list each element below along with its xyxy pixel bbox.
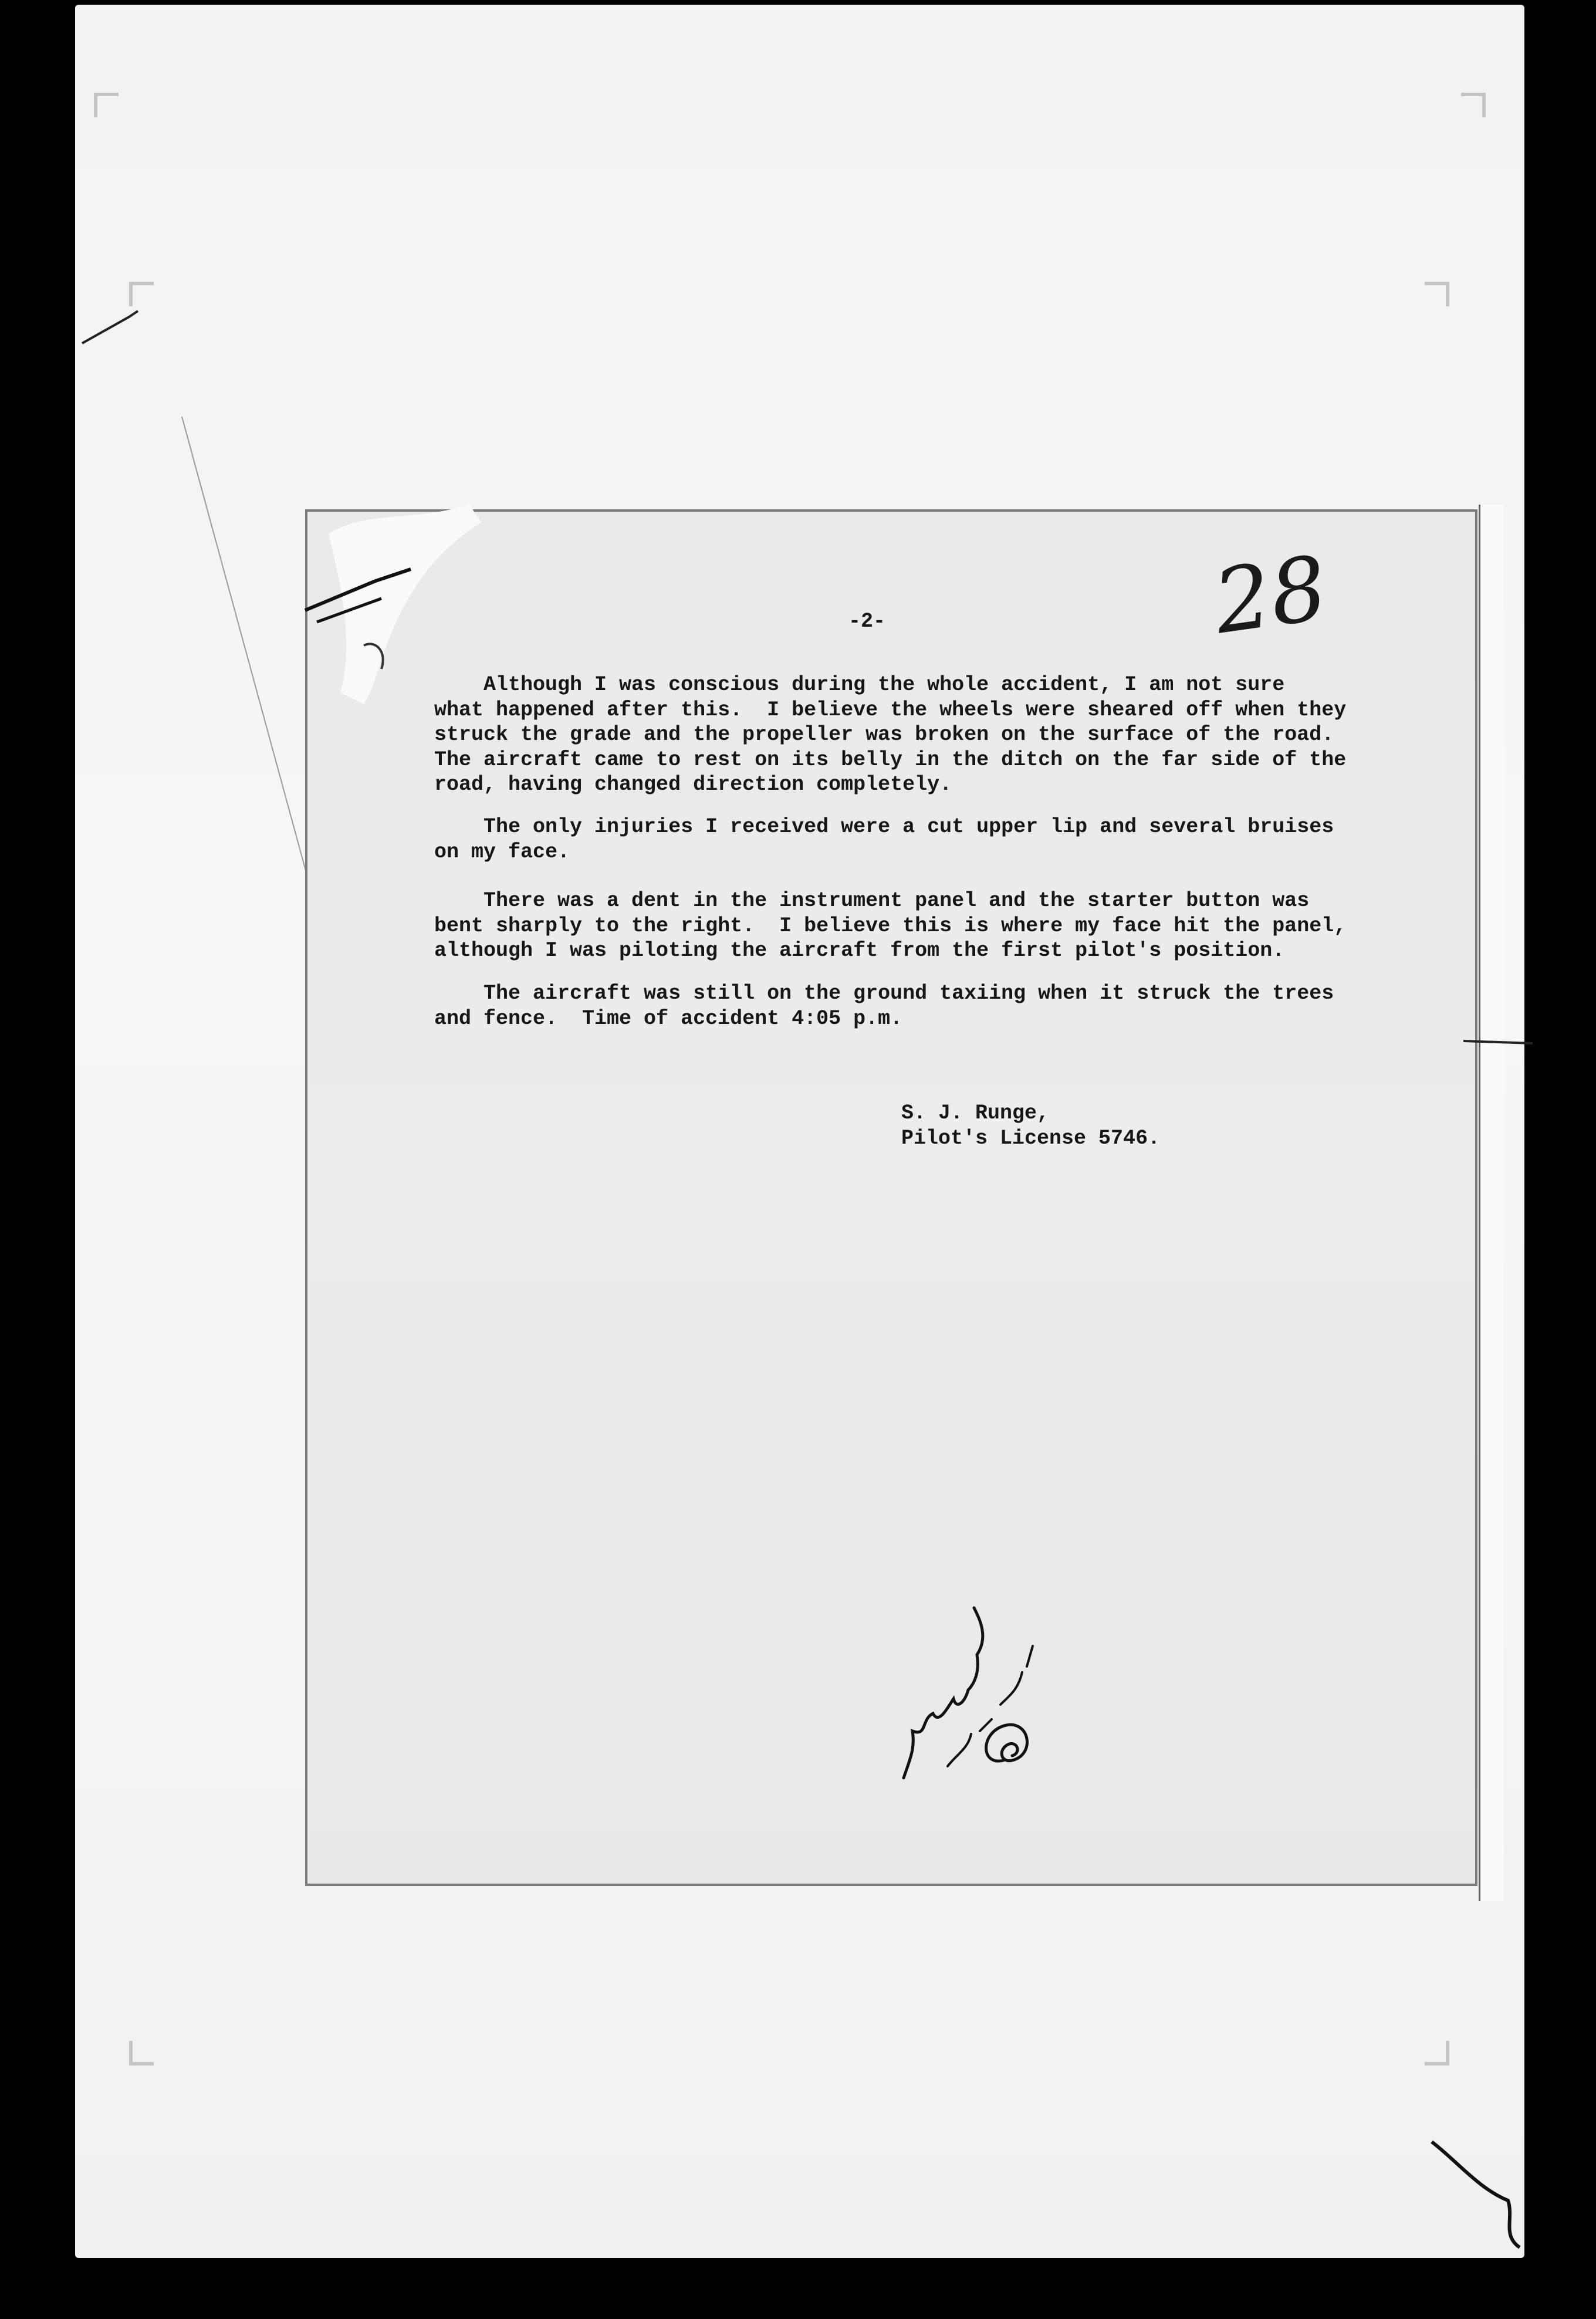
page-number: -2- [848,610,886,633]
crop-mark-bottom-left [129,2041,154,2066]
crop-mark-top-left [94,93,119,117]
handwritten-folio-number: 28 [1208,537,1334,654]
paragraph-time-of-accident: The aircraft was still on the ground taxiing when it struck the trees and fence. Time of accident 4:05 p.m. [434,982,1334,1030]
crop-mark-bottom-right [1425,2041,1449,2066]
paragraph-instrument-panel: There was a dent in the instrument panel and the starter button was bent sharply to the right. I believe this is where my face hit the panel, although I was piloting the aircraft from the first pilot's position. [434,889,1347,962]
edge-tick-mark [1463,1033,1534,1050]
pilot-license: Pilot's License 5746. [901,1126,1161,1150]
corner-curl-mark [1420,2136,1526,2253]
signature-block [901,1101,1160,1151]
crop-mark-inner-top-right [1425,282,1449,306]
paragraph-injuries: The only injuries I received were a cut upper lip and several bruises on my face. [434,815,1334,864]
crop-mark-top-right [1461,93,1486,117]
signature-name: S. J. Runge, [901,1101,1050,1125]
paragraph-accident-sequence: Although I was conscious during the whole accident, I am not sure what happened after this. I believe the wheels were sheared off when they struck the grade and the propeller was broken on the surface of the road. The aircraft came to rest on its belly in the ditch on the far side of the road, having changed direction completely. [434,673,1347,796]
scratch-mark [76,293,147,352]
handwritten-initials-signature [892,1584,1068,1807]
page-edge-strip [1479,505,1504,1901]
